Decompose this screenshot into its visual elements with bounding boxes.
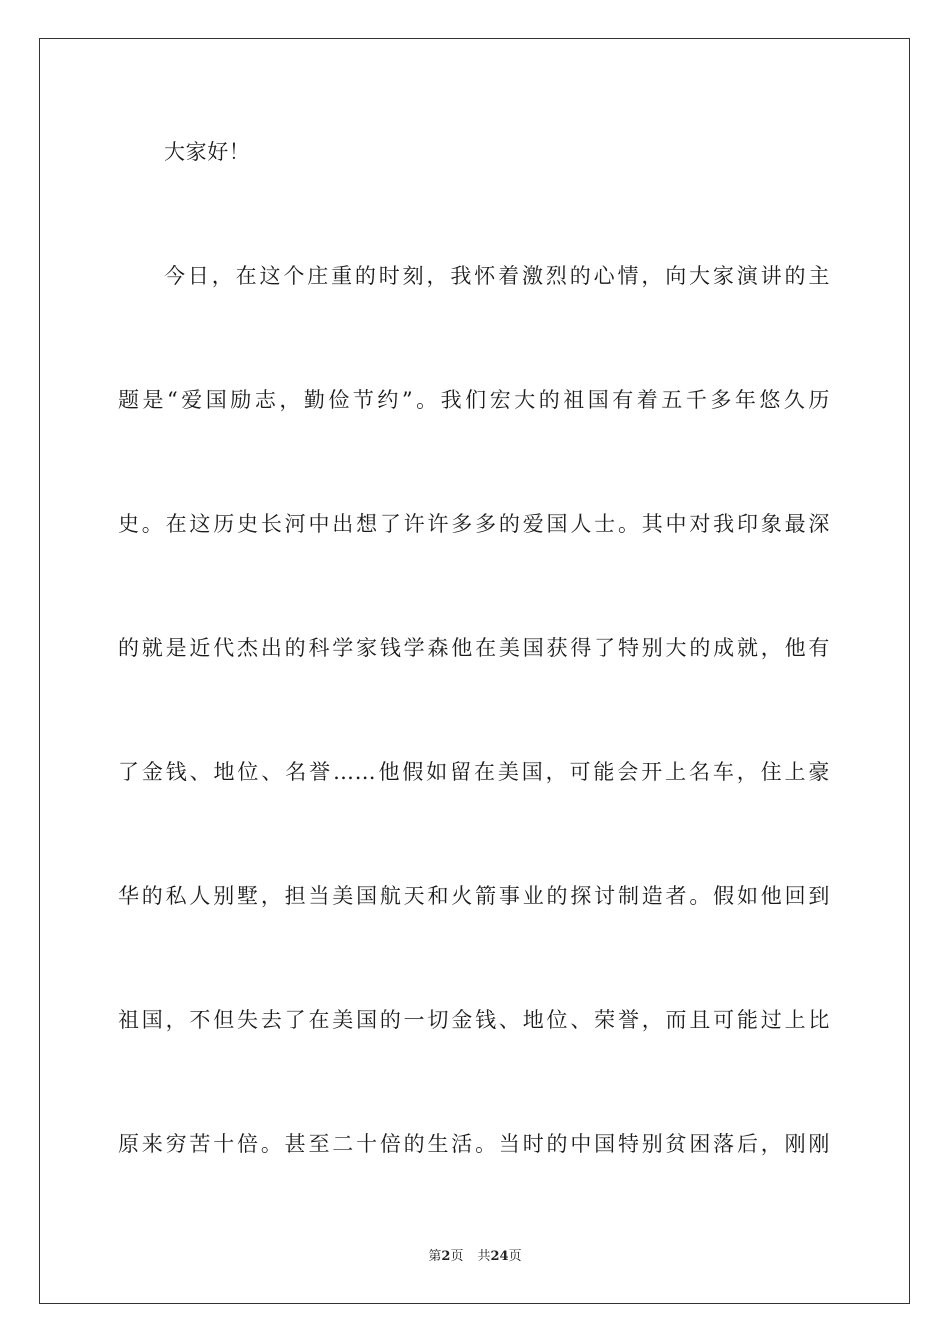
page-prefix: 第 bbox=[428, 1249, 442, 1264]
page-number: 2 bbox=[441, 1249, 451, 1264]
total-suffix: 页 bbox=[508, 1249, 522, 1264]
paragraph-line-7: 祖国，不但失去了在美国的一切金钱、地位、荣誉，而且可能过上比 bbox=[118, 1008, 830, 1032]
total-pages: 24 bbox=[490, 1249, 509, 1264]
total-prefix: 共 bbox=[477, 1249, 491, 1264]
greeting-line: 大家好！ bbox=[164, 140, 251, 164]
page-footer bbox=[0, 1248, 950, 1266]
paragraph-line-2: 题是“爱国励志，勤俭节约”。我们宏大的祖国有着五千多年悠久历 bbox=[118, 388, 830, 412]
paragraph-line-3: 史。在这历史长河中出想了许许多多的爱国人士。其中对我印象最深 bbox=[118, 512, 830, 536]
page-suffix: 页 bbox=[450, 1249, 464, 1264]
paragraph-line-1: 今日，在这个庄重的时刻，我怀着激烈的心情，向大家演讲的主 bbox=[164, 264, 830, 288]
paragraph-line-5: 了金钱、地位、名誉……他假如留在美国，可能会开上名车，住上豪 bbox=[118, 760, 830, 784]
paragraph-line-4: 的就是近代杰出的科学家钱学森他在美国获得了特别大的成就，他有 bbox=[118, 636, 830, 660]
paragraph-line-6: 华的私人别墅，担当美国航天和火箭事业的探讨制造者。假如他回到 bbox=[118, 884, 830, 908]
page-frame bbox=[39, 38, 910, 1304]
paragraph-line-8: 原来穷苦十倍。甚至二十倍的生活。当时的中国特别贫困落后，刚刚 bbox=[118, 1132, 830, 1156]
